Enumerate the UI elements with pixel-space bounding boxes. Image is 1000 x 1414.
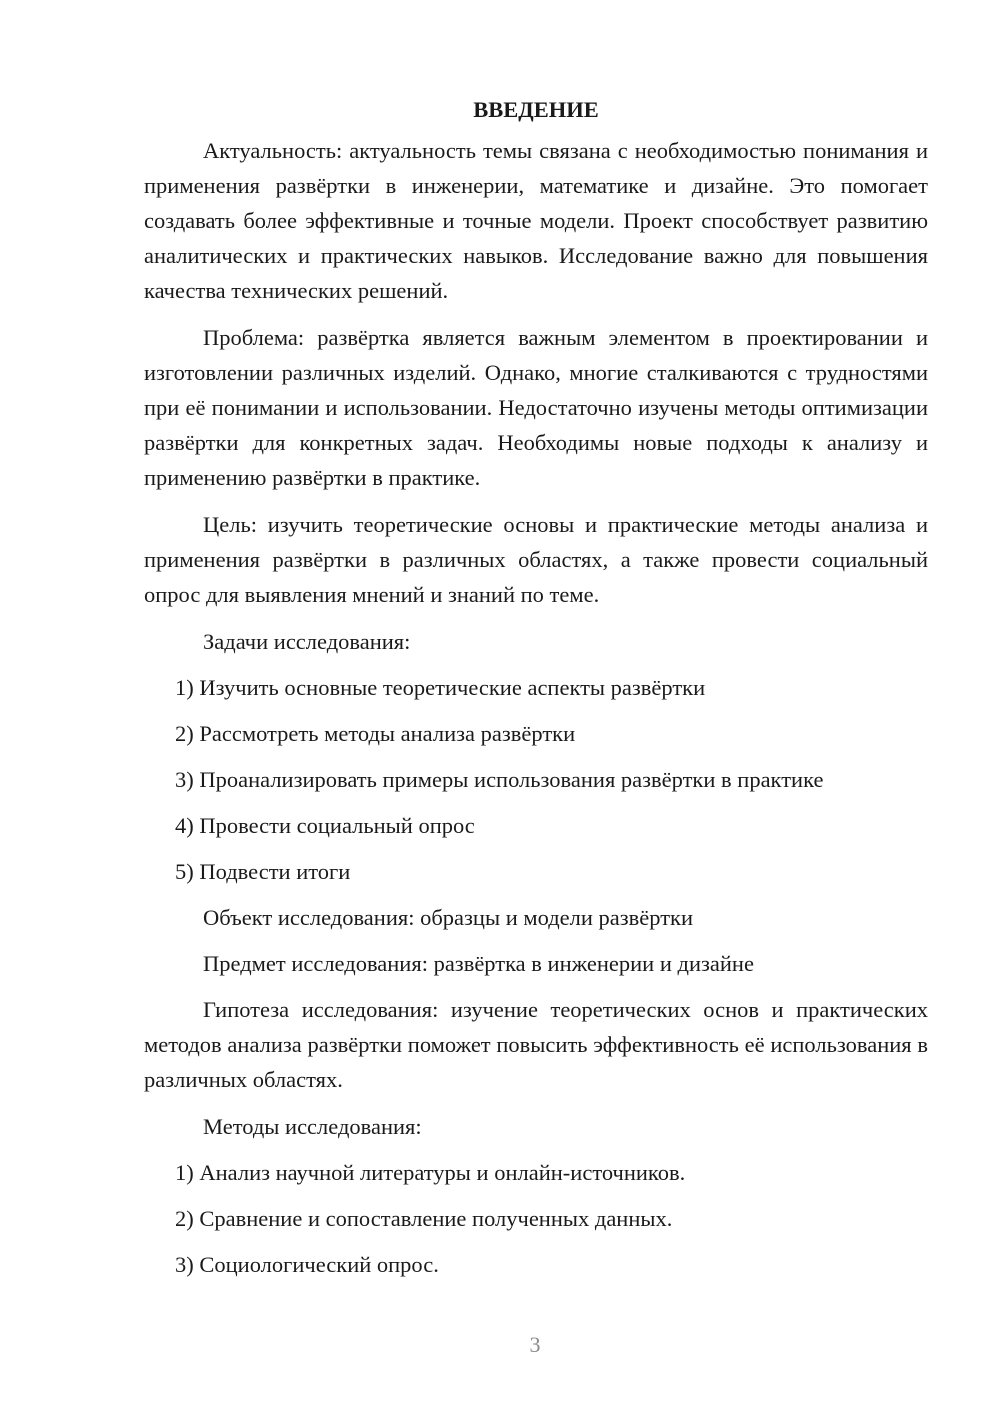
relevance-paragraph: Актуальность: актуальность темы связана с необходимостью понимания и применения развёртки в инженерии, математике и дизайне. Это помогает создавать более эффективные и точные модели. Проект способствует развитию аналитических и практических навыков. Исследование важно для повышения качества технических решений.: [144, 138, 928, 303]
research-subject: Предмет исследования: развёртка в инженерии и дизайне: [203, 951, 754, 976]
method-item-3: 3) Социологический опрос.: [175, 1252, 439, 1277]
research-object: Объект исследования: образцы и модели развёртки: [203, 905, 694, 930]
task-item-4: 4) Провести социальный опрос: [175, 813, 475, 838]
goal-paragraph: Цель: изучить теоретические основы и практические методы анализа и применения развёртки в различных областях, а также провести социальный опрос для выявления мнений и знаний по теме.: [144, 512, 928, 607]
tasks-title: Задачи исследования:: [203, 629, 411, 654]
page-content: [144, 92, 928, 1293]
methods-title: Методы исследования:: [203, 1114, 422, 1139]
task-item-1: 1) Изучить основные теоретические аспекты развёртки: [175, 675, 706, 700]
problem-paragraph: Проблема: развёртка является важным элементом в проектировании и изготовлении различных изделий. Однако, многие сталкиваются с трудностями при её понимании и использовании. Недостаточно изучены методы оптимизации развёртки для конкретных задач. Необходимы новые подходы к анализу и применению развёртки в практике.: [144, 325, 928, 490]
tasks-list: [144, 670, 928, 889]
page-number: 3: [529, 1332, 541, 1357]
methods-list: [144, 1155, 928, 1282]
task-item-3: 3) Проанализировать примеры использования развёртки в практике: [175, 767, 824, 792]
task-item-5: 5) Подвести итоги: [175, 859, 351, 884]
page-title: ВВЕДЕНИЕ: [473, 97, 599, 122]
method-item-1: 1) Анализ научной литературы и онлайн-источников.: [175, 1160, 686, 1185]
task-item-2: 2) Рассмотреть методы анализа развёртки: [175, 721, 576, 746]
method-item-2: 2) Сравнение и сопоставление полученных данных.: [175, 1206, 673, 1231]
hypothesis-paragraph: Гипотеза исследования: изучение теоретических основ и практических методов анализа развёртки поможет повысить эффективность её использования в различных областях.: [144, 997, 928, 1092]
